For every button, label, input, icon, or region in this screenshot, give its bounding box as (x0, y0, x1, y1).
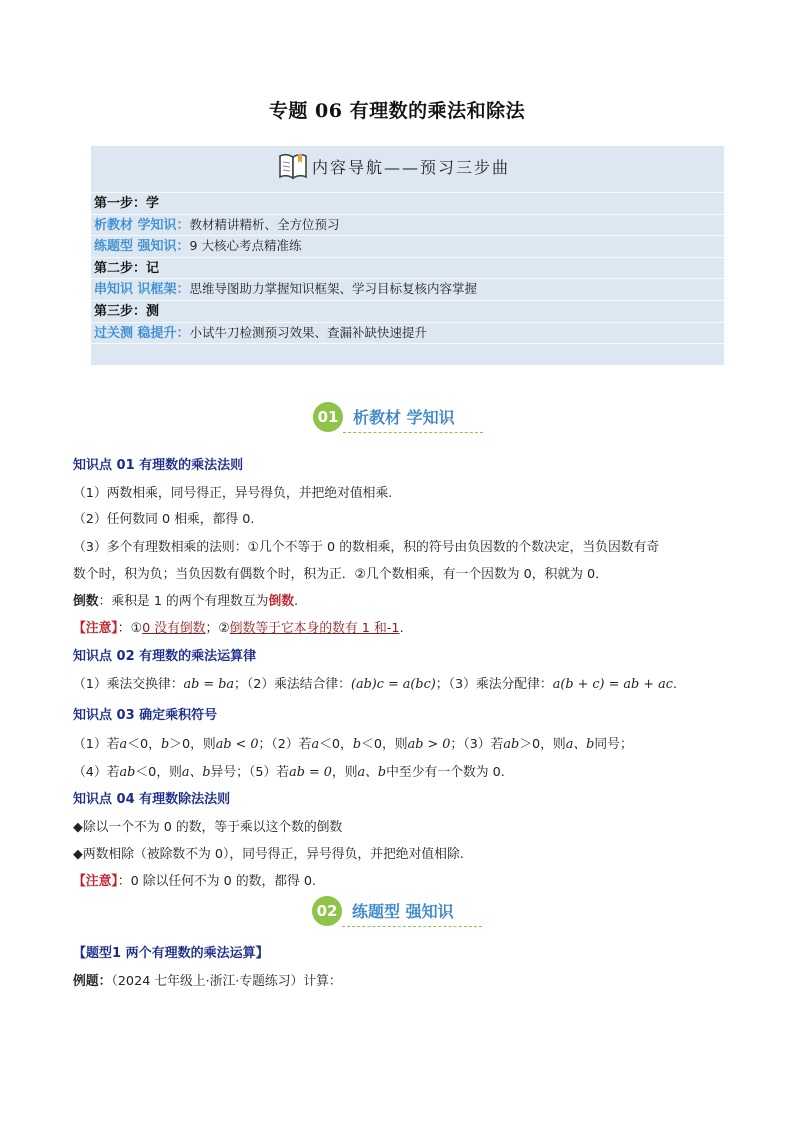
kp1-title: 知识点 01 有理数的乘法法则 (73, 458, 244, 473)
nav-title: 内容导航——预习三步曲 (312, 158, 511, 177)
nav-row: 第一步：学 (91, 193, 724, 215)
nav-row (91, 344, 724, 365)
kp1-line-2: （2）任何数同 0 相乘，都得 0. (73, 512, 255, 527)
kp3-title: 知识点 03 确定乘积符号 (73, 708, 218, 723)
kp1-note: 【注意】：①0 没有倒数；②倒数等于它本身的数有 1 和-1. (73, 621, 404, 636)
section-underline (342, 926, 482, 927)
open-book-icon (277, 151, 309, 181)
kp4-note: 【注意】：0 除以任何不为 0 的数，都得 0. (73, 874, 317, 889)
kp4-line-2: ◆两数相除（被除数不为 0），同号得正，异号得负，并把绝对值相除. (73, 847, 464, 862)
kp2-title: 知识点 02 有理数的乘法运算律 (73, 649, 257, 664)
section-underline (343, 432, 483, 433)
section-label: 析教材 学知识 (353, 408, 455, 427)
example-line: 例题：（2024 七年级上·浙江·专题练习）计算： (73, 974, 342, 989)
nav-row: 析教材 学知识：教材精讲精析、全方位预习 (91, 215, 724, 237)
kp3-line-2: （4）若ab＜0，则a、b异号；（5）若ab = 0，则a、b中至少有一个数为 0. (73, 765, 505, 780)
section-label: 练题型 强知识 (352, 902, 454, 921)
page-title: 专题 06 有理数的乘法和除法 (268, 100, 526, 122)
kp1-line-4: 数个时，积为负；当负因数有偶数个时，积为正．②几个数相乘，有一个因数为 0，积就为 0． (73, 567, 608, 582)
kp1-line-1: （1）两数相乘，同号得正，异号得负，并把绝对值相乘. (73, 486, 393, 501)
kp4-line-1: ◆除以一个不为 0 的数，等于乘以这个数的倒数 (73, 820, 343, 835)
nav-row: 第二步：记 (91, 258, 724, 280)
nav-row: 第三步：测 (91, 301, 724, 323)
question-type-1-title: 【题型1 两个有理数的乘法运算】 (73, 946, 269, 961)
reciprocal-definition: 倒数：乘积是 1 的两个有理数互为倒数. (73, 594, 299, 609)
kp1-line-3: （3）多个有理数相乘的法则：①几个不等于 0 的数相乘，积的符号由负因数的个数决定，当负因数有奇 (73, 540, 660, 555)
kp4-title: 知识点 04 有理数除法法则 (73, 792, 231, 807)
nav-row: 过关测 稳提升：小试牛刀检测预习效果、查漏补缺快速提升 (91, 323, 724, 345)
nav-row: 串知识 识框架：思维导图助力掌握知识框架、学习目标复核内容掌握 (91, 279, 724, 301)
section-number: 02 (312, 896, 342, 926)
nav-header (91, 146, 724, 193)
nav-row: 练题型 强知识：9 大核心考点精准练 (91, 236, 724, 258)
kp3-line-1: （1）若a＜0，b＞0，则ab < 0；（2）若a＜0，b＜0，则ab > 0；（3）若ab＞0，则a、b同号； (73, 737, 633, 752)
content-navigation-box (91, 146, 724, 365)
kp2-laws: （1）乘法交换律：ab = ba；（2）乘法结合律：(ab)c = a(bc)；（3）乘法分配律：a(b + c) = ab + ac. (73, 677, 677, 692)
section-number: 01 (313, 402, 343, 432)
